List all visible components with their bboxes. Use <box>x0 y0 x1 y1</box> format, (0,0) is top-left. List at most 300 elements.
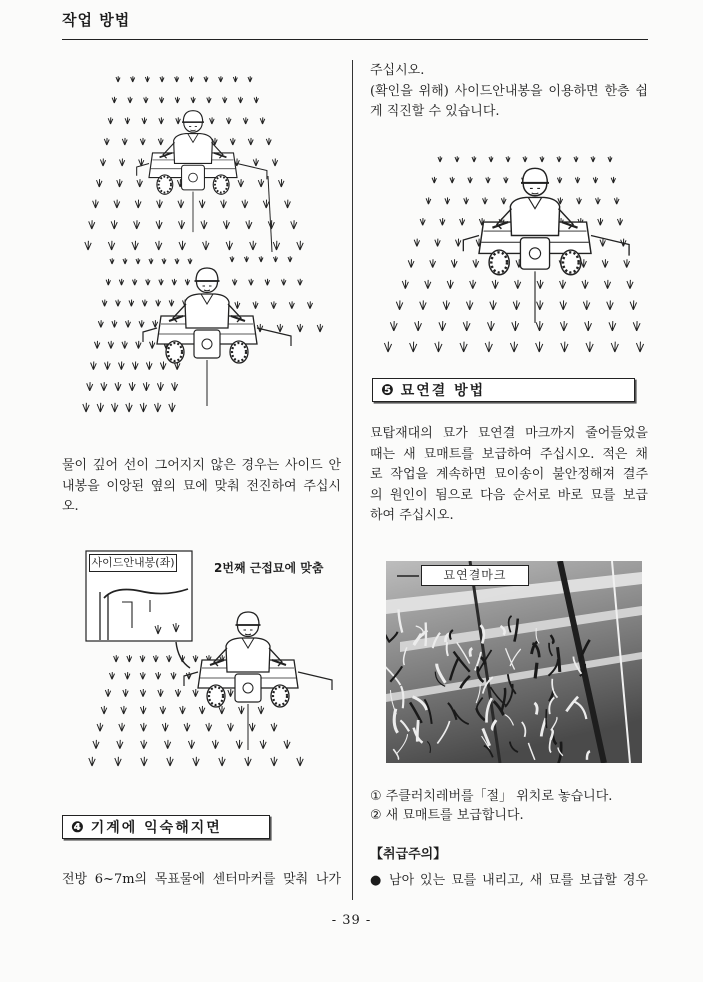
seedling <box>485 342 492 352</box>
transplanter-with-operator <box>463 168 629 323</box>
seedling <box>219 757 225 766</box>
seedling <box>162 723 168 731</box>
seedling <box>289 301 294 308</box>
transplanter-with-operator <box>137 111 267 232</box>
seedling <box>132 241 138 250</box>
seedling <box>134 220 140 229</box>
seedling <box>121 706 127 714</box>
seedling <box>150 341 155 349</box>
seedling <box>490 300 496 309</box>
seedling <box>128 97 132 103</box>
section-title: 기계에 익숙해지면 <box>90 820 222 836</box>
seedling <box>614 197 619 204</box>
seedling <box>472 156 476 162</box>
seedling <box>281 279 286 286</box>
seedling <box>111 403 117 412</box>
seedling-leaf <box>546 709 547 728</box>
seedling <box>440 218 445 225</box>
seedling <box>577 197 582 204</box>
seedling <box>136 341 141 349</box>
seedling <box>108 341 113 349</box>
seedling <box>226 241 232 250</box>
seedling <box>94 341 99 349</box>
side-guide-caption: 2번째 근접묘에 맞춤 <box>214 561 324 575</box>
seedling <box>285 200 291 208</box>
seedling <box>206 723 212 731</box>
section-number-icon: ❺ <box>381 381 394 399</box>
seedling <box>146 362 152 370</box>
seedling <box>486 177 490 183</box>
seedling <box>141 740 147 749</box>
paragraph-line: 오. <box>62 499 79 514</box>
seedling <box>201 220 207 229</box>
seedling <box>167 655 172 662</box>
seedling <box>115 757 121 766</box>
seedling <box>180 706 186 714</box>
seedling <box>125 320 130 327</box>
paragraph-continued <box>370 61 648 123</box>
seedling <box>158 689 163 697</box>
seedling <box>608 156 612 162</box>
seedling <box>242 200 248 208</box>
paragraph-line: 게 직진할 수 있습니다. <box>370 104 500 119</box>
seedling <box>557 156 561 162</box>
paragraph-line: 의 원인이 됨으로 다음 순서로 바로 묘를 보급 <box>370 487 648 503</box>
seedling <box>470 280 476 289</box>
seedling <box>172 279 176 285</box>
seedling <box>98 320 103 327</box>
seedling <box>156 220 162 229</box>
seedling <box>279 179 285 187</box>
seedling <box>483 197 488 204</box>
seedling <box>159 279 163 285</box>
seedling <box>443 300 449 309</box>
page-number: - 39 - <box>331 913 372 928</box>
seedling <box>450 177 454 183</box>
seedling <box>611 177 615 183</box>
seedling <box>230 138 235 145</box>
seedling <box>265 279 270 286</box>
seedling <box>193 655 198 662</box>
column-divider <box>352 60 353 900</box>
seedling <box>199 706 205 714</box>
seedling-leaf <box>417 720 418 742</box>
seedling <box>112 97 116 103</box>
seedling <box>236 740 242 749</box>
seedling-connection-mark-label: 묘연결마크 <box>421 565 529 586</box>
seedling <box>560 280 566 289</box>
seedling <box>226 117 231 124</box>
seedling <box>188 258 192 264</box>
seedling <box>125 117 130 124</box>
seedling <box>537 300 543 309</box>
seedling <box>135 200 141 208</box>
seedling <box>131 76 135 82</box>
seedling-leaf <box>535 663 537 679</box>
seedling <box>193 757 199 766</box>
seedling <box>595 197 600 204</box>
seedling <box>238 97 242 103</box>
seedling <box>143 382 149 391</box>
seedling <box>636 342 643 352</box>
paragraph-line: (확인을 위해) 사이드안내봉을 이용하면 한층 쉽 <box>370 83 648 99</box>
seedling <box>298 279 303 286</box>
seedling <box>140 689 145 697</box>
seedling <box>510 342 517 352</box>
step-number-icon: ① <box>370 789 382 804</box>
paragraph-line: 물이 깊어 선이 그어지지 않은 경우는 사이드 안 <box>62 458 341 473</box>
photo-seedling-connection-mark <box>385 560 643 764</box>
seedling <box>203 241 209 250</box>
seedling <box>253 301 258 308</box>
seedling <box>277 324 283 332</box>
seedling <box>501 197 506 204</box>
seedling <box>598 218 603 225</box>
seedling <box>97 179 103 187</box>
seedling <box>219 76 223 82</box>
seedling <box>207 97 211 103</box>
seedling <box>515 280 521 289</box>
seedling <box>447 280 453 289</box>
seedling <box>232 279 237 286</box>
seedling <box>175 76 179 82</box>
seedling <box>473 259 479 267</box>
seedling <box>160 362 166 370</box>
seedling <box>583 300 589 309</box>
illustration-straight-planting <box>78 58 335 422</box>
seedling <box>175 97 179 103</box>
seedling <box>162 258 166 264</box>
step-text: 새 묘매트를 보급합니다. <box>385 807 524 823</box>
seedling <box>142 117 147 124</box>
seedling <box>97 403 103 412</box>
seedling <box>233 76 237 82</box>
seedling <box>118 362 124 370</box>
seedling <box>184 723 190 731</box>
paragraph-line: 하여 주십시오. <box>370 508 454 523</box>
seedling <box>223 97 227 103</box>
seedling <box>460 218 465 225</box>
seedling <box>291 220 297 229</box>
seedling <box>504 177 508 183</box>
seedling <box>122 341 127 349</box>
seedling <box>415 321 422 331</box>
seedling <box>179 241 185 250</box>
seedling <box>175 689 180 697</box>
seedling <box>114 200 120 208</box>
seedling <box>464 197 469 204</box>
header-rule <box>62 39 648 40</box>
seedling <box>259 256 263 262</box>
seedling <box>145 76 149 82</box>
caution-bullet-line: ● 남아 있는 묘를 내리고, 새 묘를 보급할 경우 <box>370 873 648 888</box>
seedling <box>410 342 417 352</box>
seedling <box>175 258 179 264</box>
seedling <box>228 723 234 731</box>
seedling <box>414 239 419 247</box>
seedling <box>258 706 264 714</box>
seedling <box>110 258 114 264</box>
seedling <box>126 403 132 412</box>
seedling <box>199 200 205 208</box>
seedling <box>258 179 264 187</box>
seedling <box>160 76 164 82</box>
seedling <box>246 220 252 229</box>
seedling <box>101 382 107 391</box>
seedling <box>149 258 153 264</box>
seedling <box>249 279 254 286</box>
seedling <box>97 723 103 731</box>
seedling <box>239 706 245 714</box>
seedling <box>273 241 279 250</box>
seedling <box>83 403 89 412</box>
seedling <box>87 382 93 391</box>
illustration-machine-operator <box>380 150 645 365</box>
seedling <box>169 403 175 412</box>
step-number-icon: ② <box>370 807 382 823</box>
seedling <box>172 382 178 391</box>
seedling <box>178 220 184 229</box>
seedling <box>402 280 408 289</box>
seedling <box>466 300 472 309</box>
paragraph-deep-water <box>62 456 341 518</box>
seedling <box>123 258 127 264</box>
seedling <box>593 177 597 183</box>
paragraph-line: 전방 6~7m의 목표물에 센터마커를 맞춰 나가 <box>62 872 341 887</box>
seedling <box>157 382 163 391</box>
seedling <box>171 672 176 679</box>
seedling <box>89 757 95 766</box>
seedling <box>140 672 145 679</box>
seedling <box>132 279 136 285</box>
seedling <box>125 672 130 679</box>
seedling <box>156 300 161 307</box>
seedling <box>451 259 457 267</box>
seedling <box>284 740 290 749</box>
seedling <box>426 197 431 204</box>
seedling <box>604 280 610 289</box>
seedling <box>557 177 561 183</box>
seedling <box>575 177 579 183</box>
seedling <box>260 740 266 749</box>
seedling <box>120 159 125 166</box>
seedling <box>167 757 173 766</box>
seedling <box>142 300 147 307</box>
seedling <box>540 156 544 162</box>
seedling <box>536 342 543 352</box>
seedling <box>119 723 125 731</box>
seedling <box>93 740 99 749</box>
seedling <box>425 280 431 289</box>
seedling <box>140 655 145 662</box>
seedling <box>523 156 527 162</box>
seedling <box>116 76 120 82</box>
seedling <box>129 382 135 391</box>
seedling <box>155 241 161 250</box>
paragraph-line: 때는 새 묘매트를 보급하여 주십시오. 적은 채 <box>370 446 648 462</box>
seedling <box>188 740 194 749</box>
seedling <box>253 159 258 166</box>
seedling <box>189 76 193 82</box>
seedling <box>439 321 446 331</box>
seedling <box>191 97 195 103</box>
seedling <box>212 740 218 749</box>
seedling <box>445 197 450 204</box>
seedling <box>102 300 107 307</box>
seedling <box>153 320 158 327</box>
seedling <box>408 259 414 267</box>
seedling <box>127 655 132 662</box>
seedling <box>245 256 249 262</box>
seedling <box>492 280 498 289</box>
seedling <box>108 117 113 124</box>
seedling <box>430 259 436 267</box>
seedling <box>223 220 229 229</box>
seedling <box>160 706 166 714</box>
seedling <box>117 179 123 187</box>
seedling <box>574 156 578 162</box>
step-item <box>370 807 648 826</box>
paragraph-line: 묘탑재대의 묘가 묘연결 마크까지 줄어들었을 <box>370 426 648 441</box>
seedling <box>506 156 510 162</box>
seedling <box>438 156 442 162</box>
seedling <box>228 689 233 697</box>
seedling <box>243 117 248 124</box>
seedling <box>591 156 595 162</box>
seedling <box>111 220 117 229</box>
seedling <box>176 117 181 124</box>
illustration-side-guide <box>84 548 336 772</box>
seedling <box>129 300 134 307</box>
seedling <box>317 324 323 332</box>
seedling <box>93 200 99 208</box>
seedling <box>297 324 303 332</box>
seedling-leaf <box>425 622 426 646</box>
seedling <box>537 280 543 289</box>
caution-heading: 【취급주의】 <box>370 847 447 862</box>
transplanter-with-operator <box>184 612 332 750</box>
seedling <box>117 740 123 749</box>
seedling <box>119 279 123 285</box>
seedling <box>624 259 630 267</box>
seedling <box>633 321 640 331</box>
seedling <box>157 200 163 208</box>
seedling <box>266 138 271 145</box>
seedling <box>159 117 164 124</box>
paragraph-seedling-connection <box>370 424 648 527</box>
seedling <box>602 259 608 267</box>
seedling <box>91 362 97 370</box>
section-heading-seedling-connection <box>372 378 635 402</box>
seedling <box>611 342 618 352</box>
seedling <box>630 300 636 309</box>
seedling <box>169 300 174 307</box>
seedling <box>468 177 472 183</box>
seedling <box>139 320 144 327</box>
seedling <box>271 301 276 308</box>
seedling <box>260 117 265 124</box>
seedling <box>204 76 208 82</box>
seedling <box>109 672 114 679</box>
seedling <box>140 403 146 412</box>
seedling <box>112 320 117 327</box>
seedling <box>105 689 110 697</box>
seedling <box>271 723 277 731</box>
seedling <box>455 239 460 247</box>
seedling <box>460 342 467 352</box>
seedling <box>136 258 140 264</box>
paragraph-line: 로 작업을 계속하면 묘이송이 불안정해져 결주 <box>370 467 648 482</box>
seedling <box>116 300 121 307</box>
seedling <box>250 241 256 250</box>
seedling <box>271 757 277 766</box>
seedling <box>122 138 127 145</box>
seedling <box>272 159 277 166</box>
seedling <box>132 362 138 370</box>
seedling <box>600 239 605 247</box>
paragraph-familiar <box>62 870 341 891</box>
seedling <box>435 342 442 352</box>
seedling <box>141 757 147 766</box>
seedling <box>159 97 163 103</box>
seedling <box>560 300 566 309</box>
seedling <box>435 239 440 247</box>
seedling <box>156 672 161 679</box>
seedling <box>146 279 150 285</box>
seedling <box>108 241 114 250</box>
seedling <box>104 138 109 145</box>
seedling <box>193 689 198 697</box>
seedling <box>114 655 119 662</box>
seedling <box>512 321 519 331</box>
seedling <box>137 179 143 187</box>
seedling <box>297 757 303 766</box>
seedling <box>586 342 593 352</box>
seedling <box>489 156 493 162</box>
seedling <box>248 138 253 145</box>
seedling <box>297 241 303 250</box>
seedling <box>144 97 148 103</box>
section-heading-familiar <box>62 815 270 839</box>
seedling <box>420 218 425 225</box>
seedling <box>609 321 616 331</box>
seedling <box>274 256 278 262</box>
seedling <box>561 342 568 352</box>
seedling <box>249 723 255 731</box>
seedling <box>263 200 269 208</box>
seedling <box>140 138 145 145</box>
seedling <box>463 321 470 331</box>
paragraph-line: 주십시오. <box>370 63 425 78</box>
seedling <box>123 689 128 697</box>
seedling <box>140 706 146 714</box>
seedling <box>384 342 391 352</box>
seedling <box>89 220 95 229</box>
seedling <box>488 321 495 331</box>
seedling <box>455 156 459 162</box>
seedling <box>607 300 613 309</box>
seedling <box>585 321 592 331</box>
section-title: 묘연결 방법 <box>400 383 486 399</box>
seedling <box>230 256 234 262</box>
seedling <box>165 740 171 749</box>
seedling <box>219 706 225 714</box>
seedling <box>105 362 111 370</box>
side-guide-label: 사이드안내봉(좌) <box>89 554 177 572</box>
seedling <box>582 280 588 289</box>
seedling <box>268 220 274 229</box>
seedling <box>101 706 107 714</box>
